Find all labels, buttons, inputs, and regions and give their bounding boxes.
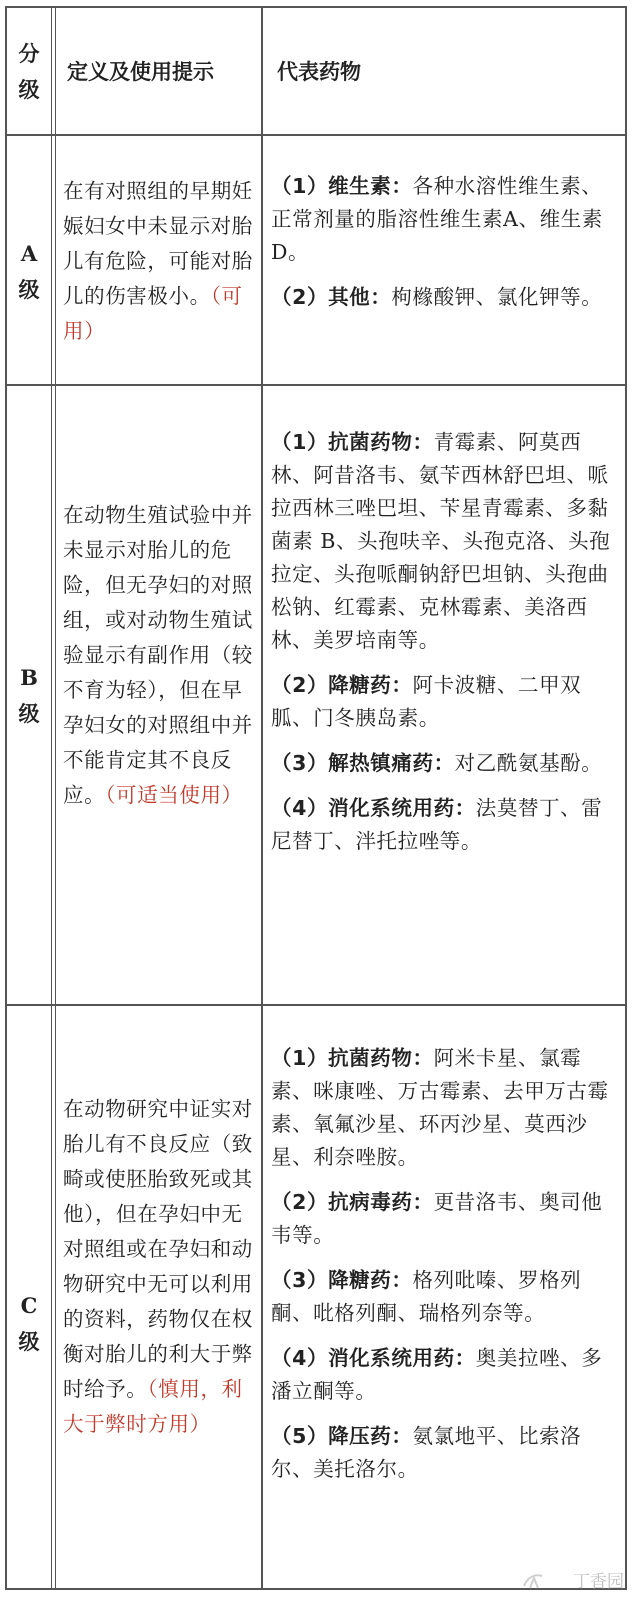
drug-category: （4）消化系统用药：: [271, 796, 476, 820]
header-drugs: 代表药物: [277, 60, 361, 84]
watermark-logo-icon: [522, 1572, 544, 1590]
drug-list: 阿米卡星、氯霉素、咪康唑、万古霉素、去甲万古霉素、氧氟沙星、环丙沙星、莫西沙星、利奈唑胺。: [271, 1046, 609, 1169]
drug-category: （2）其他：: [271, 285, 392, 309]
watermark-text: 丁香园: [573, 1572, 624, 1592]
drug-list: 奥美拉唑、多潘立酮等。: [271, 1346, 603, 1403]
drug-category: （5）降压药：: [271, 1424, 413, 1448]
drug-category: （3）解热镇痛药：: [271, 751, 455, 775]
usage-hint: （可用）: [63, 284, 243, 343]
drug-category: （2）降糖药：: [271, 673, 413, 697]
definition-text: 在有对照组的早期妊娠妇女中未显示对胎儿有危险，可能对胎儿的伤害极小。: [63, 179, 253, 308]
drug-category: （3）降糖药：: [271, 1268, 413, 1292]
definition-cell: [63, 1092, 259, 1442]
drug-list: 更昔洛韦、奥司他韦等。: [271, 1190, 603, 1247]
drug-category: （2）抗病毒药：: [271, 1190, 434, 1214]
drug-category: （4）消化系统用药：: [271, 1346, 476, 1370]
drug-item: [271, 281, 617, 314]
usage-hint: （可适当使用）: [105, 783, 243, 807]
drug-item: [271, 1186, 617, 1252]
drug-item: [271, 1420, 617, 1486]
drug-list: 枸橼酸钾、氯化钾等。: [391, 285, 603, 309]
drug-item: [271, 792, 617, 858]
drugs-cell: [271, 170, 617, 314]
definition-text: 在动物研究中证实对胎儿有不良反应（致畸或使胚胎致死或其他），但在孕妇中无对照组或在孕妇和动物研究中无可以利用的资料，药物仅在权衡对胎儿的利大于弊时给予。: [63, 1097, 253, 1401]
drug-list: 格列吡嗪、罗格列酮、吡格列酮、瑞格列奈等。: [271, 1268, 582, 1325]
fda-pregnancy-drug-table: [5, 6, 627, 1590]
drug-item: [271, 426, 617, 657]
drug-item: [271, 1264, 617, 1330]
table-header-row: [7, 8, 625, 134]
grade-label: A级: [18, 241, 40, 302]
grade-cell: [7, 660, 51, 732]
definition-text: 在动物生殖试验中并未显示对胎儿的危险，但无孕妇的对照组，或对动物生殖试验显示有副作用（较不育为轻），但在早孕妇女的对照组中并不能肯定其不良反应。: [63, 503, 253, 807]
drug-item: [271, 1042, 617, 1174]
grade-cell: [7, 1288, 51, 1360]
definition-cell: [63, 174, 259, 349]
drug-list: 对乙酰氨基酚。: [454, 751, 603, 775]
grade-cell: [7, 236, 51, 308]
usage-hint: （慎用，利大于弊时方用）: [63, 1377, 243, 1436]
drug-item: [271, 1342, 617, 1408]
drug-list: 阿卡波糖、二甲双胍、门冬胰岛素。: [271, 673, 582, 730]
grade-label: C级: [18, 1293, 40, 1354]
drugs-cell: [271, 1042, 617, 1486]
drug-item: [271, 170, 617, 269]
drug-category: （1）抗菌药物：: [271, 430, 434, 454]
drug-category: （1）维生素：: [271, 174, 413, 198]
drug-item: [271, 669, 617, 735]
drugs-cell: [271, 426, 617, 858]
drug-list: 法莫替丁、雷尼替丁、泮托拉唑等。: [271, 796, 603, 853]
table-row: [7, 136, 625, 384]
drug-item: [271, 747, 617, 780]
table-row: [7, 1006, 625, 1588]
table-row: [7, 386, 625, 1004]
header-grade-text: 分级: [18, 42, 40, 102]
grade-label: B级: [18, 665, 40, 726]
definition-cell: [63, 498, 259, 813]
header-grade: [7, 36, 51, 108]
drug-category: （1）抗菌药物：: [271, 1046, 434, 1070]
drug-list: 氨氯地平、比索洛尔、美托洛尔。: [271, 1424, 582, 1481]
drug-list: 各种水溶性维生素、正常剂量的脂溶性维生素A、维生素 D。: [271, 174, 603, 264]
drug-list: 青霉素、阿莫西林、阿昔洛韦、氨苄西林舒巴坦、哌拉西林三唑巴坦、苄星青霉素、多黏菌素 B、头孢呋辛、头孢克洛、头孢拉定、头孢哌酮钠舒巴坦钠、头孢曲松钠、红霉素、克林霉素、美洛西林、美罗培南等。: [271, 430, 611, 652]
header-definition: 定义及使用提示: [67, 60, 214, 84]
